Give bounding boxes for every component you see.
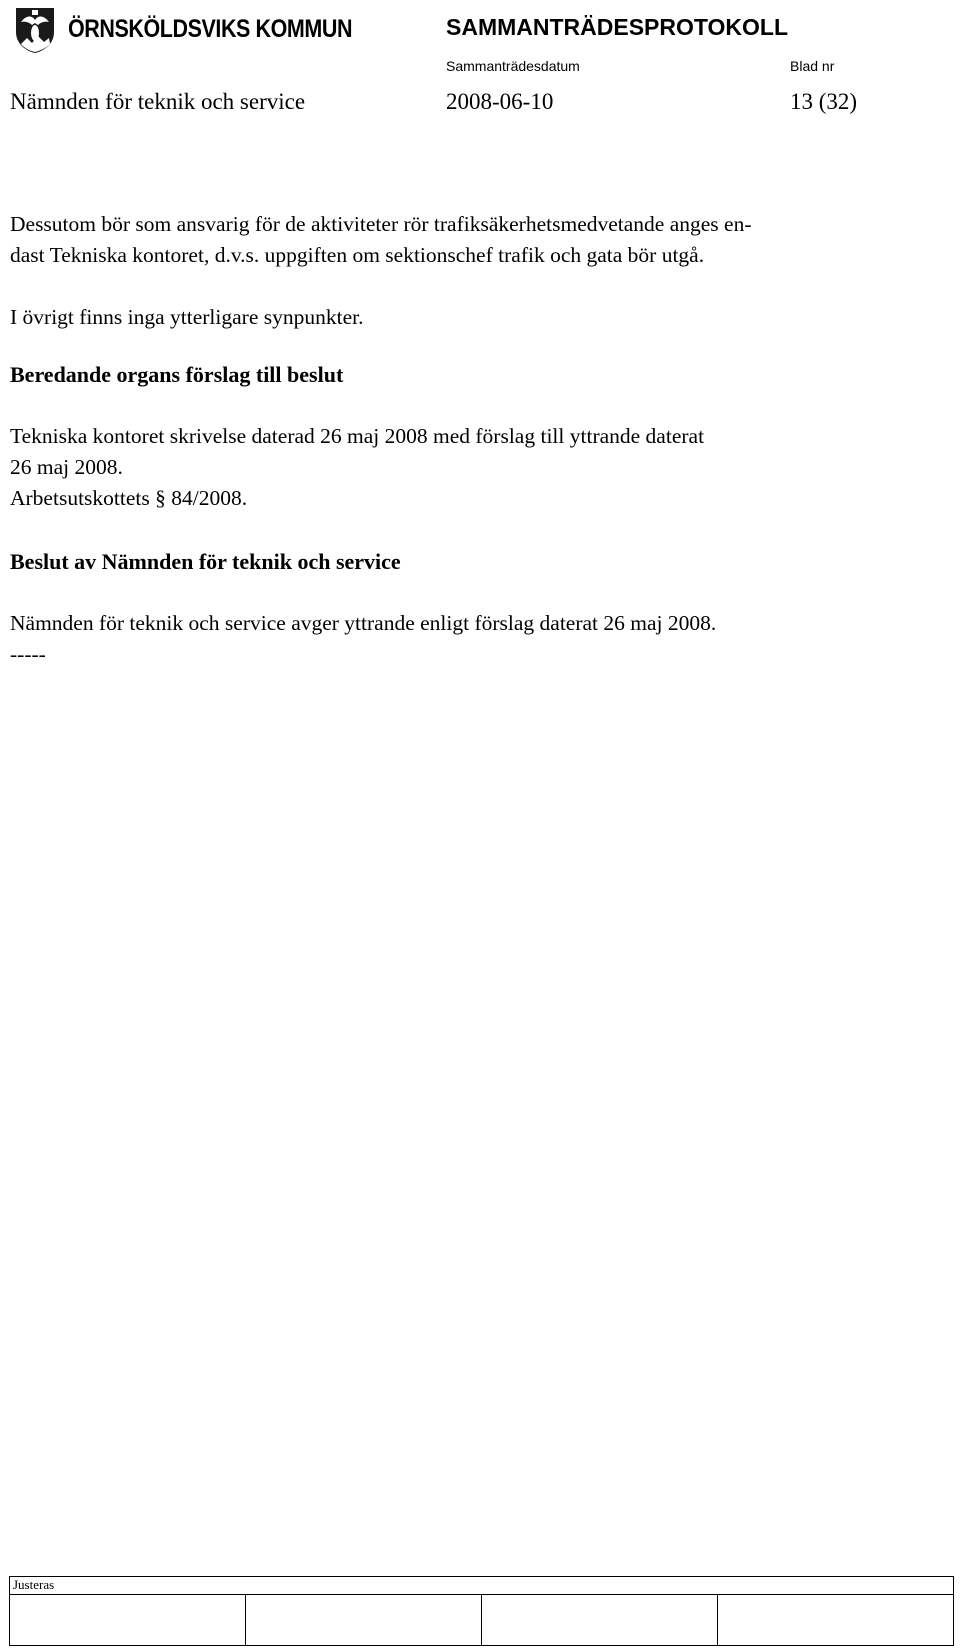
page-number-label: Blad nr (790, 58, 835, 74)
section-heading-decision: Beslut av Nämnden för teknik och service (10, 549, 401, 574)
signature-cell (482, 1595, 718, 1646)
paragraph-decision (10, 608, 910, 670)
paragraph-line: I övrigt finns inga ytterligare synpunkter. (10, 305, 364, 329)
date-label: Sammanträdesdatum (446, 58, 580, 74)
paragraph-responsibility (10, 209, 910, 271)
paragraph-no-further-comments (10, 302, 910, 333)
paragraph-line: Nämnden för teknik och service avger yttrande enligt förslag daterat 26 maj 2008. (10, 611, 717, 635)
meeting-date: 2008-06-10 (446, 89, 554, 114)
municipality-logo (12, 6, 353, 54)
section-heading-proposal: Beredande organs förslag till beslut (10, 362, 344, 387)
paragraph-line: 26 maj 2008. (10, 455, 123, 479)
justeras-label: Justeras (13, 1577, 55, 1592)
justeras-signature-table (9, 1576, 954, 1646)
committee-name: Nämnden för teknik och service (10, 89, 306, 114)
justeras-header-cell (10, 1577, 954, 1595)
signature-cell (718, 1595, 954, 1646)
paragraph-line: Arbetsutskottets § 84/2008. (10, 486, 248, 510)
paragraph-line: Tekniska kontoret skrivelse daterad 26 maj 2008 med förslag till yttrande daterat (10, 424, 705, 448)
page-number: 13 (32) (790, 89, 858, 114)
signature-cell (10, 1595, 246, 1646)
paragraph-proposal-details (10, 421, 910, 514)
signature-cell (246, 1595, 482, 1646)
paragraph-line: dast Tekniska kontoret, d.v.s. uppgiften om sektionschef trafik och gata bör utgå. (10, 243, 705, 267)
coat-of-arms-icon (12, 6, 58, 54)
end-marker: ----- (10, 642, 46, 666)
paragraph-line: Dessutom bör som ansvarig för de aktiviteter rör trafiksäkerhetsmedvetande anges en- (10, 212, 752, 236)
organization-name: ÖRNSKÖLDSVIKS KOMMUN (68, 15, 353, 43)
document-type-title: SAMMANTRÄDESPROTOKOLL (446, 14, 789, 40)
